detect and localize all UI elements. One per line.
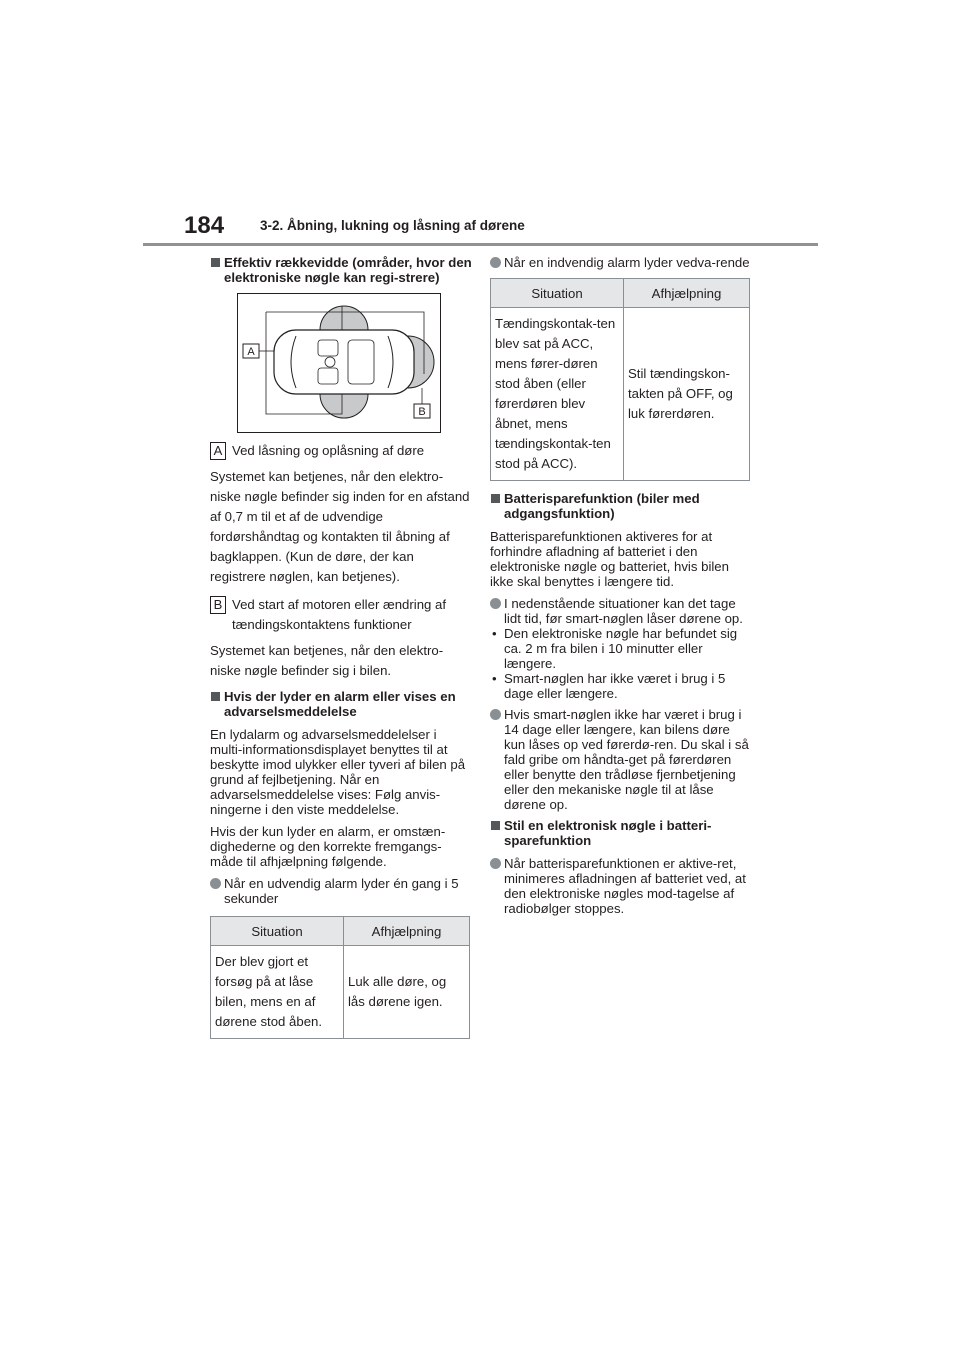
- table-header-remedy: Afhjælpning: [624, 279, 750, 308]
- paragraph-range-b: Systemet kan betjenes, når den elektro-niske nøgle befinder sig i bilen.: [210, 643, 444, 678]
- table-header-remedy: Afhjælpning: [344, 917, 470, 946]
- label-b-text: Ved start af motoren eller ændring af tændingskontaktens funktioner: [232, 597, 447, 632]
- bullet-dot-icon: [490, 257, 501, 268]
- bullet-14-days: Hvis smart-nøglen ikke har været i brug i 14 dage eller længere, kan bilens døre kun låses op ved førerdø-ren. Du skal i så fald gribe om håndta-get på førerdøren eller benytte den trådløse fjernbetjening eller den mekaniske nøgle til at låse dørene op.: [490, 707, 754, 812]
- zone-left-door: [320, 306, 368, 330]
- label-b-box: B: [210, 596, 226, 614]
- right-column: [490, 255, 754, 922]
- header-rule: [143, 243, 818, 246]
- table-cell-situation: Der blev gjort et forsøg på at låse bilen, mens en af dørene stod åben.: [211, 946, 344, 1039]
- table-cell-situation: Tændingskontak-ten blev sat på ACC, mens fører-døren stod åben (eller førerdøren blev åbnet, mens tændingskontak-ten stod på ACC).: [491, 308, 624, 481]
- section-marker-icon: [491, 494, 500, 503]
- callout-a: A: [247, 346, 255, 358]
- section-marker-icon: [211, 258, 220, 267]
- chapter-title: 3-2. Åbning, lukning og låsning af dørene: [260, 218, 525, 233]
- page-number: 184: [184, 212, 225, 239]
- section-heading-range: Effektiv rækkevidde (områder, hvor den elektroniske nøgle kan regi-strere): [210, 255, 472, 285]
- section-heading-alarm: Hvis der lyder en alarm eller vises en advarselsmeddelelse: [210, 689, 472, 719]
- dash-item-distance: • Den elektroniske nøgle har befundet sig ca. 2 m fra bilen i 10 minutter eller længere.: [492, 626, 738, 671]
- table-cell-remedy: Stil tændingskon-takten på OFF, og luk førerdøren.: [624, 308, 750, 481]
- table-header-situation: Situation: [491, 279, 624, 308]
- bullet-dot-icon: [210, 878, 221, 889]
- left-column: [210, 255, 472, 1039]
- label-a-box: A: [210, 442, 226, 460]
- bullet-internal-alarm: Når en indvendig alarm lyder vedva-rende: [490, 255, 754, 270]
- car-top-view-illustration: [238, 294, 440, 432]
- section-marker-icon: [211, 692, 220, 701]
- section-heading-battery-saving: Batterisparefunktion (biler med adgangsfunktion): [490, 491, 754, 521]
- label-a-text: Ved låsning og oplåsning af døre: [232, 443, 425, 458]
- section-marker-icon: [491, 821, 500, 830]
- bullet-dot-icon: [490, 709, 501, 720]
- section-heading-set-key: Stil en elektronisk nøgle i batteri-sparefunktion: [490, 818, 754, 848]
- table-cell-remedy: Luk alle døre, og lås dørene igen.: [344, 946, 470, 1039]
- paragraph-battery-saving: Batterisparefunktionen aktiveres for at forhindre afladning af batteriet i den elektroniske nøgle og batteriet, hvis bilen ikke skal benyttes i længere tid.: [490, 529, 729, 589]
- table-header-situation: Situation: [211, 917, 344, 946]
- callout-b: B: [418, 406, 426, 418]
- paragraph-alarm-only: Hvis der kun lyder en alarm, er omstæn-dighederne og den korrekte fremgangs-måde til afhjælpning følgende.: [210, 824, 446, 869]
- paragraph-range-a: Systemet kan betjenes, når den elektro-niske nøgle befinder sig inden for en afstand af 0,7 m til et af de udvendige fordørshåndtag og kontakten til åbning af bagklappen. (Kun de døre, der kan registrere nøglen, kan betjenes).: [210, 469, 470, 584]
- key-range-diagram: [237, 293, 441, 433]
- label-a-row: [210, 441, 472, 461]
- dash-item-unused: • Smart-nøglen har ikke været i brug i 5 dage eller længere.: [492, 671, 726, 701]
- bullet-dot-icon: [490, 598, 501, 609]
- external-alarm-table: [210, 916, 470, 1039]
- label-b-row: [210, 595, 472, 635]
- bullet-external-alarm: Når en udvendig alarm lyder én gang i 5 sekunder: [210, 876, 472, 906]
- bullet-battery-active: Når batterisparefunktionen er aktive-ret, minimeres afladningen af batteriet ved, at den elektroniske nøgles mod-tagelse af radiobølger stoppes.: [490, 856, 754, 916]
- internal-alarm-table: [490, 278, 750, 481]
- bullet-dot-icon: [490, 858, 501, 869]
- bullet-delay: I nedenstående situationer kan det tage lidt tid, før smart-nøglen låser dørene op.: [490, 596, 754, 626]
- paragraph-alarm-intro: En lydalarm og advarselsmeddelelser i multi-informationsdisplayet benyttes til at beskytte imod ulykker eller tyveri af bilen på grund af fejlbetjening. Når en advarselsmeddelelse vises: Følg anvis-ningerne i den viste meddelelse.: [210, 727, 466, 817]
